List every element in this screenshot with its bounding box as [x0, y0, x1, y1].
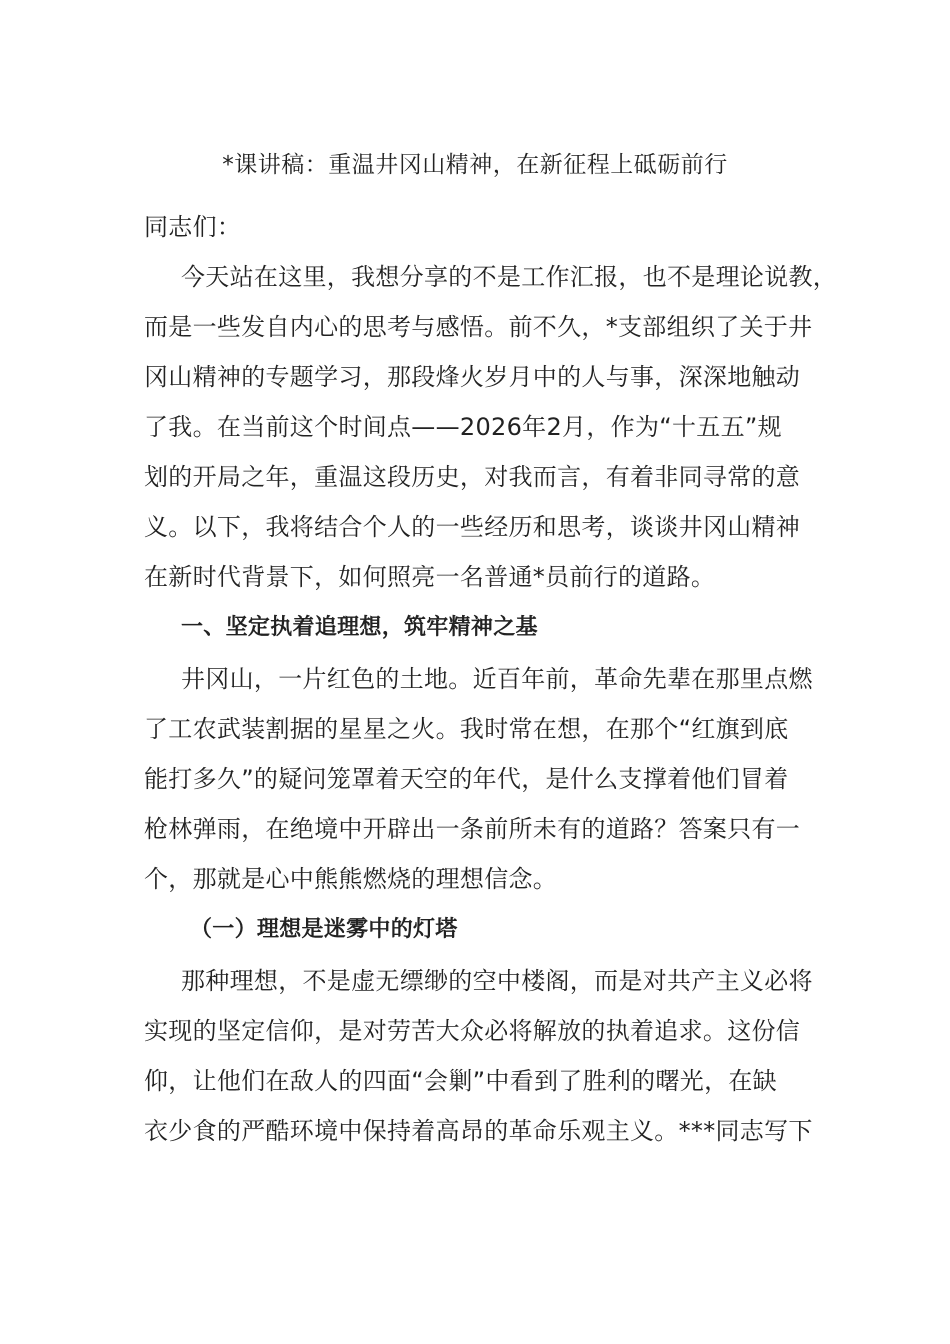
paragraph-line: 实现的坚定信仰，是对劳苦大众必将解放的执着追求。这份信	[144, 1017, 801, 1045]
paragraph-line: 而是一些发自内心的思考与感悟。前不久，*支部组织了关于井	[144, 313, 813, 341]
document-title: *课讲稿：重温井冈山精神，在新征程上砥砺前行	[222, 152, 728, 178]
paragraph-line: 枪林弹雨，在绝境中开辟出一条前所未有的道路？答案只有一	[144, 815, 801, 843]
section-heading: 一、坚定执着追理想，筑牢精神之基	[181, 615, 538, 640]
paragraph-line: 今天站在这里，我想分享的不是工作汇报，也不是理论说教，	[181, 263, 838, 291]
subsection-heading: （一）理想是迷雾中的灯塔	[190, 917, 458, 942]
paragraph-line: 冈山精神的专题学习，那段烽火岁月中的人与事，深深地触动	[144, 363, 801, 391]
paragraph-line: 义。以下，我将结合个人的一些经历和思考，谈谈井冈山精神	[144, 513, 801, 541]
paragraph-line: 能打多久”的疑问笼罩着天空的年代，是什么支撑着他们冒着	[144, 765, 789, 793]
paragraph-line: 个，那就是心中熊熊燃烧的理想信念。	[144, 865, 558, 893]
paragraph-line: 了工农武装割据的星星之火。我时常在想，在那个“红旗到底	[144, 715, 789, 743]
paragraph-line: 井冈山，一片红色的土地。近百年前，革命先辈在那里点燃	[181, 665, 813, 693]
paragraph-line: 仰，让他们在敌人的四面“会剿”中看到了胜利的曙光，在缺	[144, 1067, 777, 1095]
paragraph-line: 了我。在当前这个时间点——2026年2月，作为“十五五”规	[144, 413, 782, 441]
paragraph-line: 那种理想，不是虚无缥缈的空中楼阁，而是对共产主义必将	[181, 967, 813, 995]
paragraph-line: 划的开局之年，重温这段历史，对我而言，有着非同寻常的意	[144, 463, 801, 491]
salutation: 同志们：	[144, 213, 242, 241]
paragraph-line: 衣少食的严酷环境中保持着高昂的革命乐观主义。***同志写下	[144, 1117, 813, 1145]
paragraph-line: 在新时代背景下，如何照亮一名普通*员前行的道路。	[144, 563, 716, 591]
